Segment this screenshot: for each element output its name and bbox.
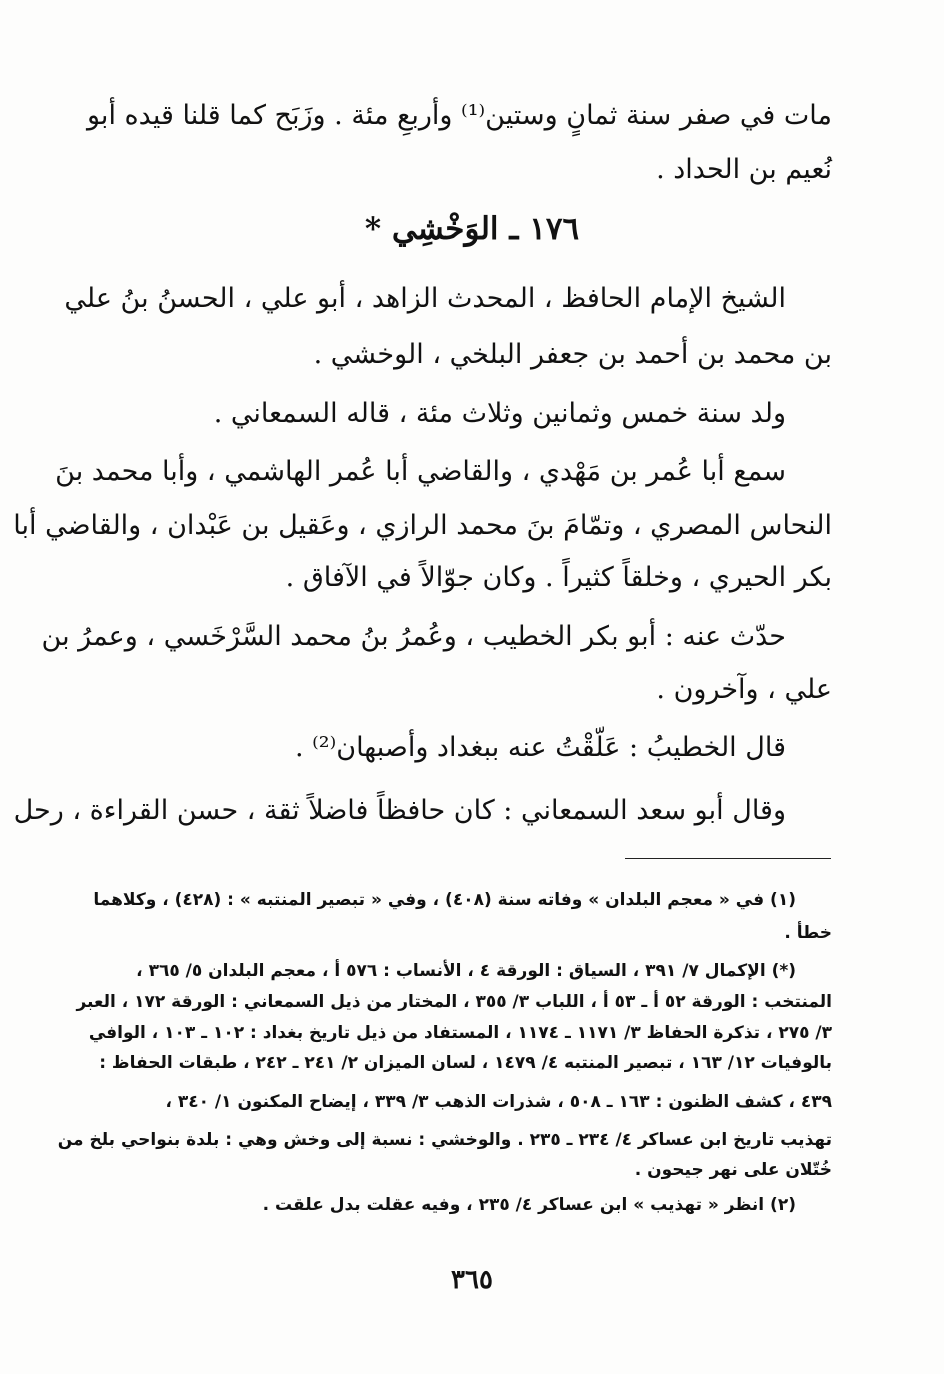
footnote-star-line-4: بالوفيات ١٢/ ١٦٣ ، تبصير المنتبه ٤/ ١٤٧٩ ، لسان الميزان ٢/ ٢٤١ ـ ٢٤٢ ، طبقات الحفاظ :	[99, 1053, 832, 1073]
para3-line-3: بكر الحيري ، وخلقاً كثيراً . وكان جوّالاً في الآفاق .	[285, 562, 832, 593]
intro-line-1: مات في صفر سنة ثمانٍ وستين⁽¹⁾ وأربعِ مئة . وزَبَح كما قلنا قيده أبو	[86, 100, 832, 131]
footnote-star-line-6: تهذيب تاريخ ابن عساكر ٤/ ٢٣٤ ـ ٢٣٥ . والوخشي : نسبة إلى وخش وهي : بلدة بنواحي بلخ من	[57, 1130, 832, 1150]
para2-line-1: ولد سنة خمس وثمانين وثلاث مئة ، قاله السمعاني .	[213, 398, 786, 429]
para1-line-1: الشيخ الإمام الحافظ ، المحدث الزاهد ، أبو علي ، الحسنُ بنُ علي	[64, 283, 786, 314]
intro-line-2: نُعيم بن الحداد .	[656, 154, 832, 185]
footnote-1-line-1: (١) في « معجم البلدان » وفاته سنة (٤٠٨) ، وفي « تبصير المنتبه » : (٤٢٨) ، وكلاهما	[93, 890, 796, 910]
para1-line-2: بن محمد بن أحمد بن جعفر البلخي ، الوخشي .	[313, 339, 832, 370]
footnote-star-line-3: ٣/ ٢٧٥ ، تذكرة الحفاظ ٣/ ١١٧١ ـ ١١٧٤ ، المستفاد من ذيل تاريخ بغداد : ١٠٢ ـ ١٠٣ ، الوافي	[88, 1023, 832, 1043]
footnote-separator	[625, 858, 831, 859]
footnote-2-line-1: (٢) انظر « تهذيب » ابن عساكر ٤/ ٢٣٥ ، وفيه عقلت بدل علقت .	[262, 1195, 796, 1215]
entry-title: ١٧٦ ـ الوَخْشِي *	[364, 211, 580, 247]
footnote-star-line-5: ٤٣٩ ، كشف الظنون : ١٦٣ ـ ٥٠٨ ، شذرات الذهب ٣/ ٣٣٩ ، إيضاح المكنون ١/ ٣٤٠ ،	[165, 1092, 832, 1112]
footnote-1-line-2: خطأ .	[784, 923, 832, 943]
para5-line-1: قال الخطيبُ : عَلّقْتُ عنه ببغداد وأصبهان⁽²⁾ .	[294, 732, 786, 763]
para4-line-2: علي ، وآخرون .	[656, 674, 832, 705]
footnote-star-line-2: المنتخب : الورقة ٥٢ أ ـ ٥٣ أ ، اللباب ٣/ ٣٥٥ ، المختار من ذيل السمعاني : الورقة ١٧٢ ، العبر	[76, 992, 832, 1012]
page-number: ٣٦٥	[451, 1265, 493, 1295]
para4-line-1: حدّث عنه : أبو بكر الخطيب ، وعُمرُ بنُ محمد السَّرْخَسي ، وعمرُ بن	[41, 621, 786, 652]
footnote-star-line-7: خُتّلان على نهر جيحون .	[634, 1160, 832, 1180]
para3-line-1: سمع أبا عُمر بن مَهْدي ، والقاضي أبا عُمر الهاشمي ، وأبا محمد بنَ	[55, 456, 786, 487]
para6-line-1: وقال أبو سعد السمعاني : كان حافظاً فاضلاً ثقة ، حسن القراءة ، رحل	[13, 795, 786, 826]
footnote-star-line-1: (*) الإكمال ٧/ ٣٩١ ، السياق : الورقة ٤ ، الأنساب : ٥٧٦ أ ، معجم البلدان ٥/ ٣٦٥ ،	[136, 961, 796, 981]
para3-line-2: النحاس المصري ، وتمّامَ بنَ محمد الرازي ، وعَقيل بن عَبْدان ، والقاضي أبا	[13, 510, 832, 541]
